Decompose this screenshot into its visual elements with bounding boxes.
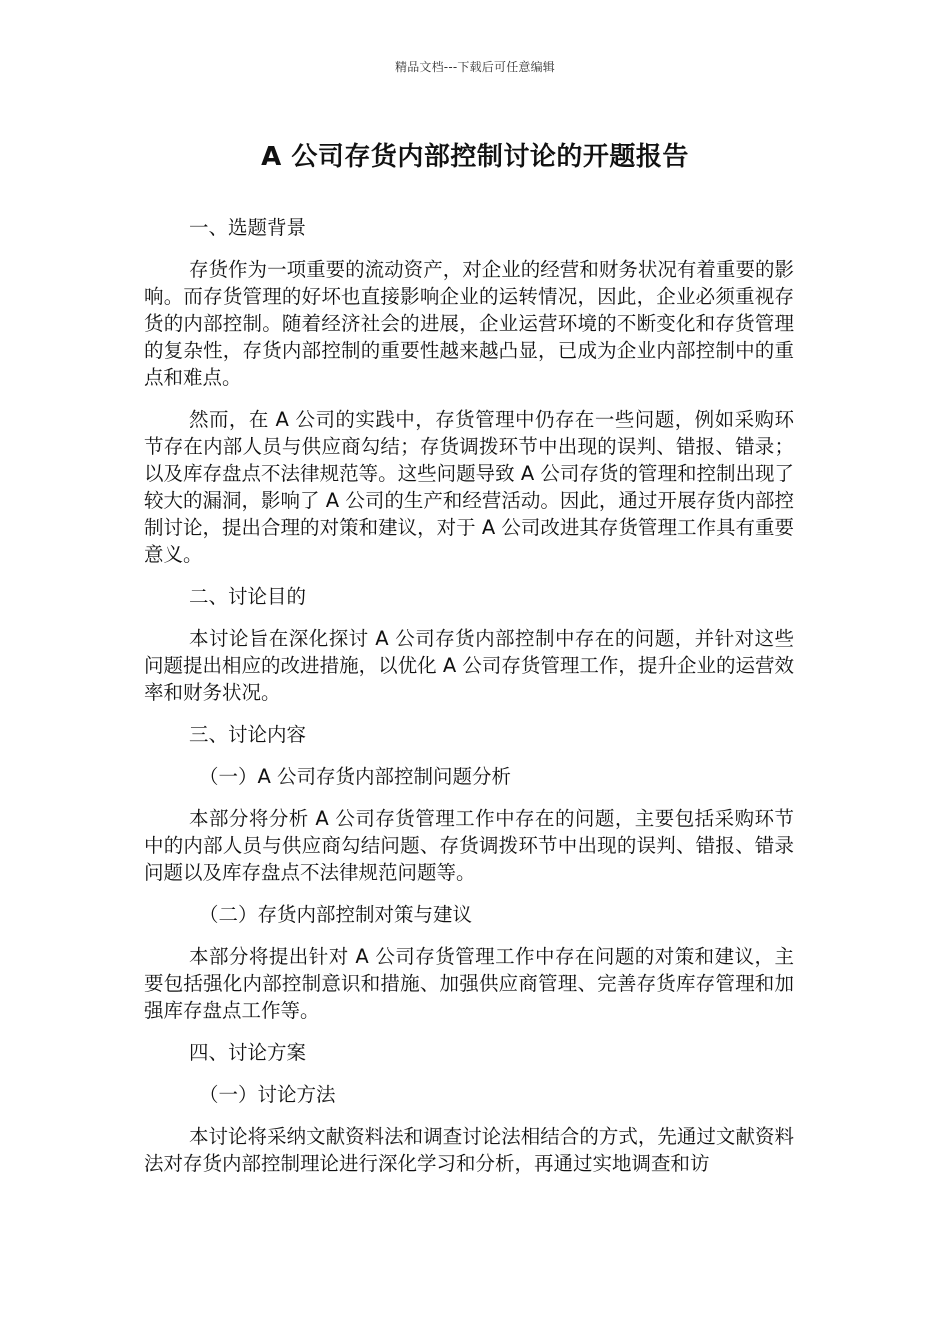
subsection-heading-method: （一）讨论方法 [199,1083,336,1106]
paragraph-background-2: 然而，在 A 公司的实践中，存货管理中仍存在一些问题，例如采购环节存在内部人员与供应商勾结；存货调拨环节中出现的误判、错报、错录；以及库存盘点不法律规范等。这些问题导致 A 公司存货的管理和控制出现了较大的漏洞，影响了 A 公司的生产和经营活动。因此，通过开展存货内部控制讨论，提出合理的对策和建议，对于 A 公司改进其存货管理工作具有重要意义。 [144,408,794,566]
paragraph-purpose: 本讨论旨在深化探讨 A 公司存货内部控制中存在的问题，并针对这些问题提出相应的改进措施，以优化 A 公司存货管理工作，提升企业的运营效率和财务状况。 [144,627,794,704]
section-heading-background: 一、选题背景 [189,216,307,239]
subsection-heading-countermeasures: （二）存货内部控制对策与建议 [199,903,473,926]
paragraph-background-1: 存货作为一项重要的流动资产，对企业的经营和财务状况有着重要的影响。而存货管理的好坏也直接影响企业的运转情况，因此，企业必须重视存货的内部控制。随着经济社会的进展，企业运营环境的不断变化和存货管理的复杂性，存货内部控制的重要性越来越凸显，已成为企业内部控制中的重点和难点。 [144,258,794,389]
document-body [144,214,794,1192]
section-heading-content: 三、讨论内容 [189,723,307,746]
section-heading-plan: 四、讨论方案 [189,1041,307,1064]
section-heading-purpose: 二、讨论目的 [189,585,307,608]
subsection-heading-problem-analysis: （一）A 公司存货内部控制问题分析 [199,765,512,788]
paragraph-problem-analysis: 本部分将分析 A 公司存货管理工作中存在的问题，主要包括采购环节中的内部人员与供应商勾结问题、存货调拨环节中出现的误判、错报、错录问题以及库存盘点不法律规范问题等。 [144,807,794,884]
paragraph-countermeasures: 本部分将提出针对 A 公司存货管理工作中存在问题的对策和建议，主要包括强化内部控制意识和措施、加强供应商管理、完善存货库存管理和加强库存盘点工作等。 [144,945,794,1022]
header-note: 精品文档---下载后可任意编辑 [395,60,555,74]
document-title: A 公司存货内部控制讨论的开题报告 [261,142,689,172]
paragraph-method: 本讨论将采纳文献资料法和调查讨论法相结合的方式，先通过文献资料法对存货内部控制理论进行深化学习和分析，再通过实地调查和访 [144,1125,794,1175]
